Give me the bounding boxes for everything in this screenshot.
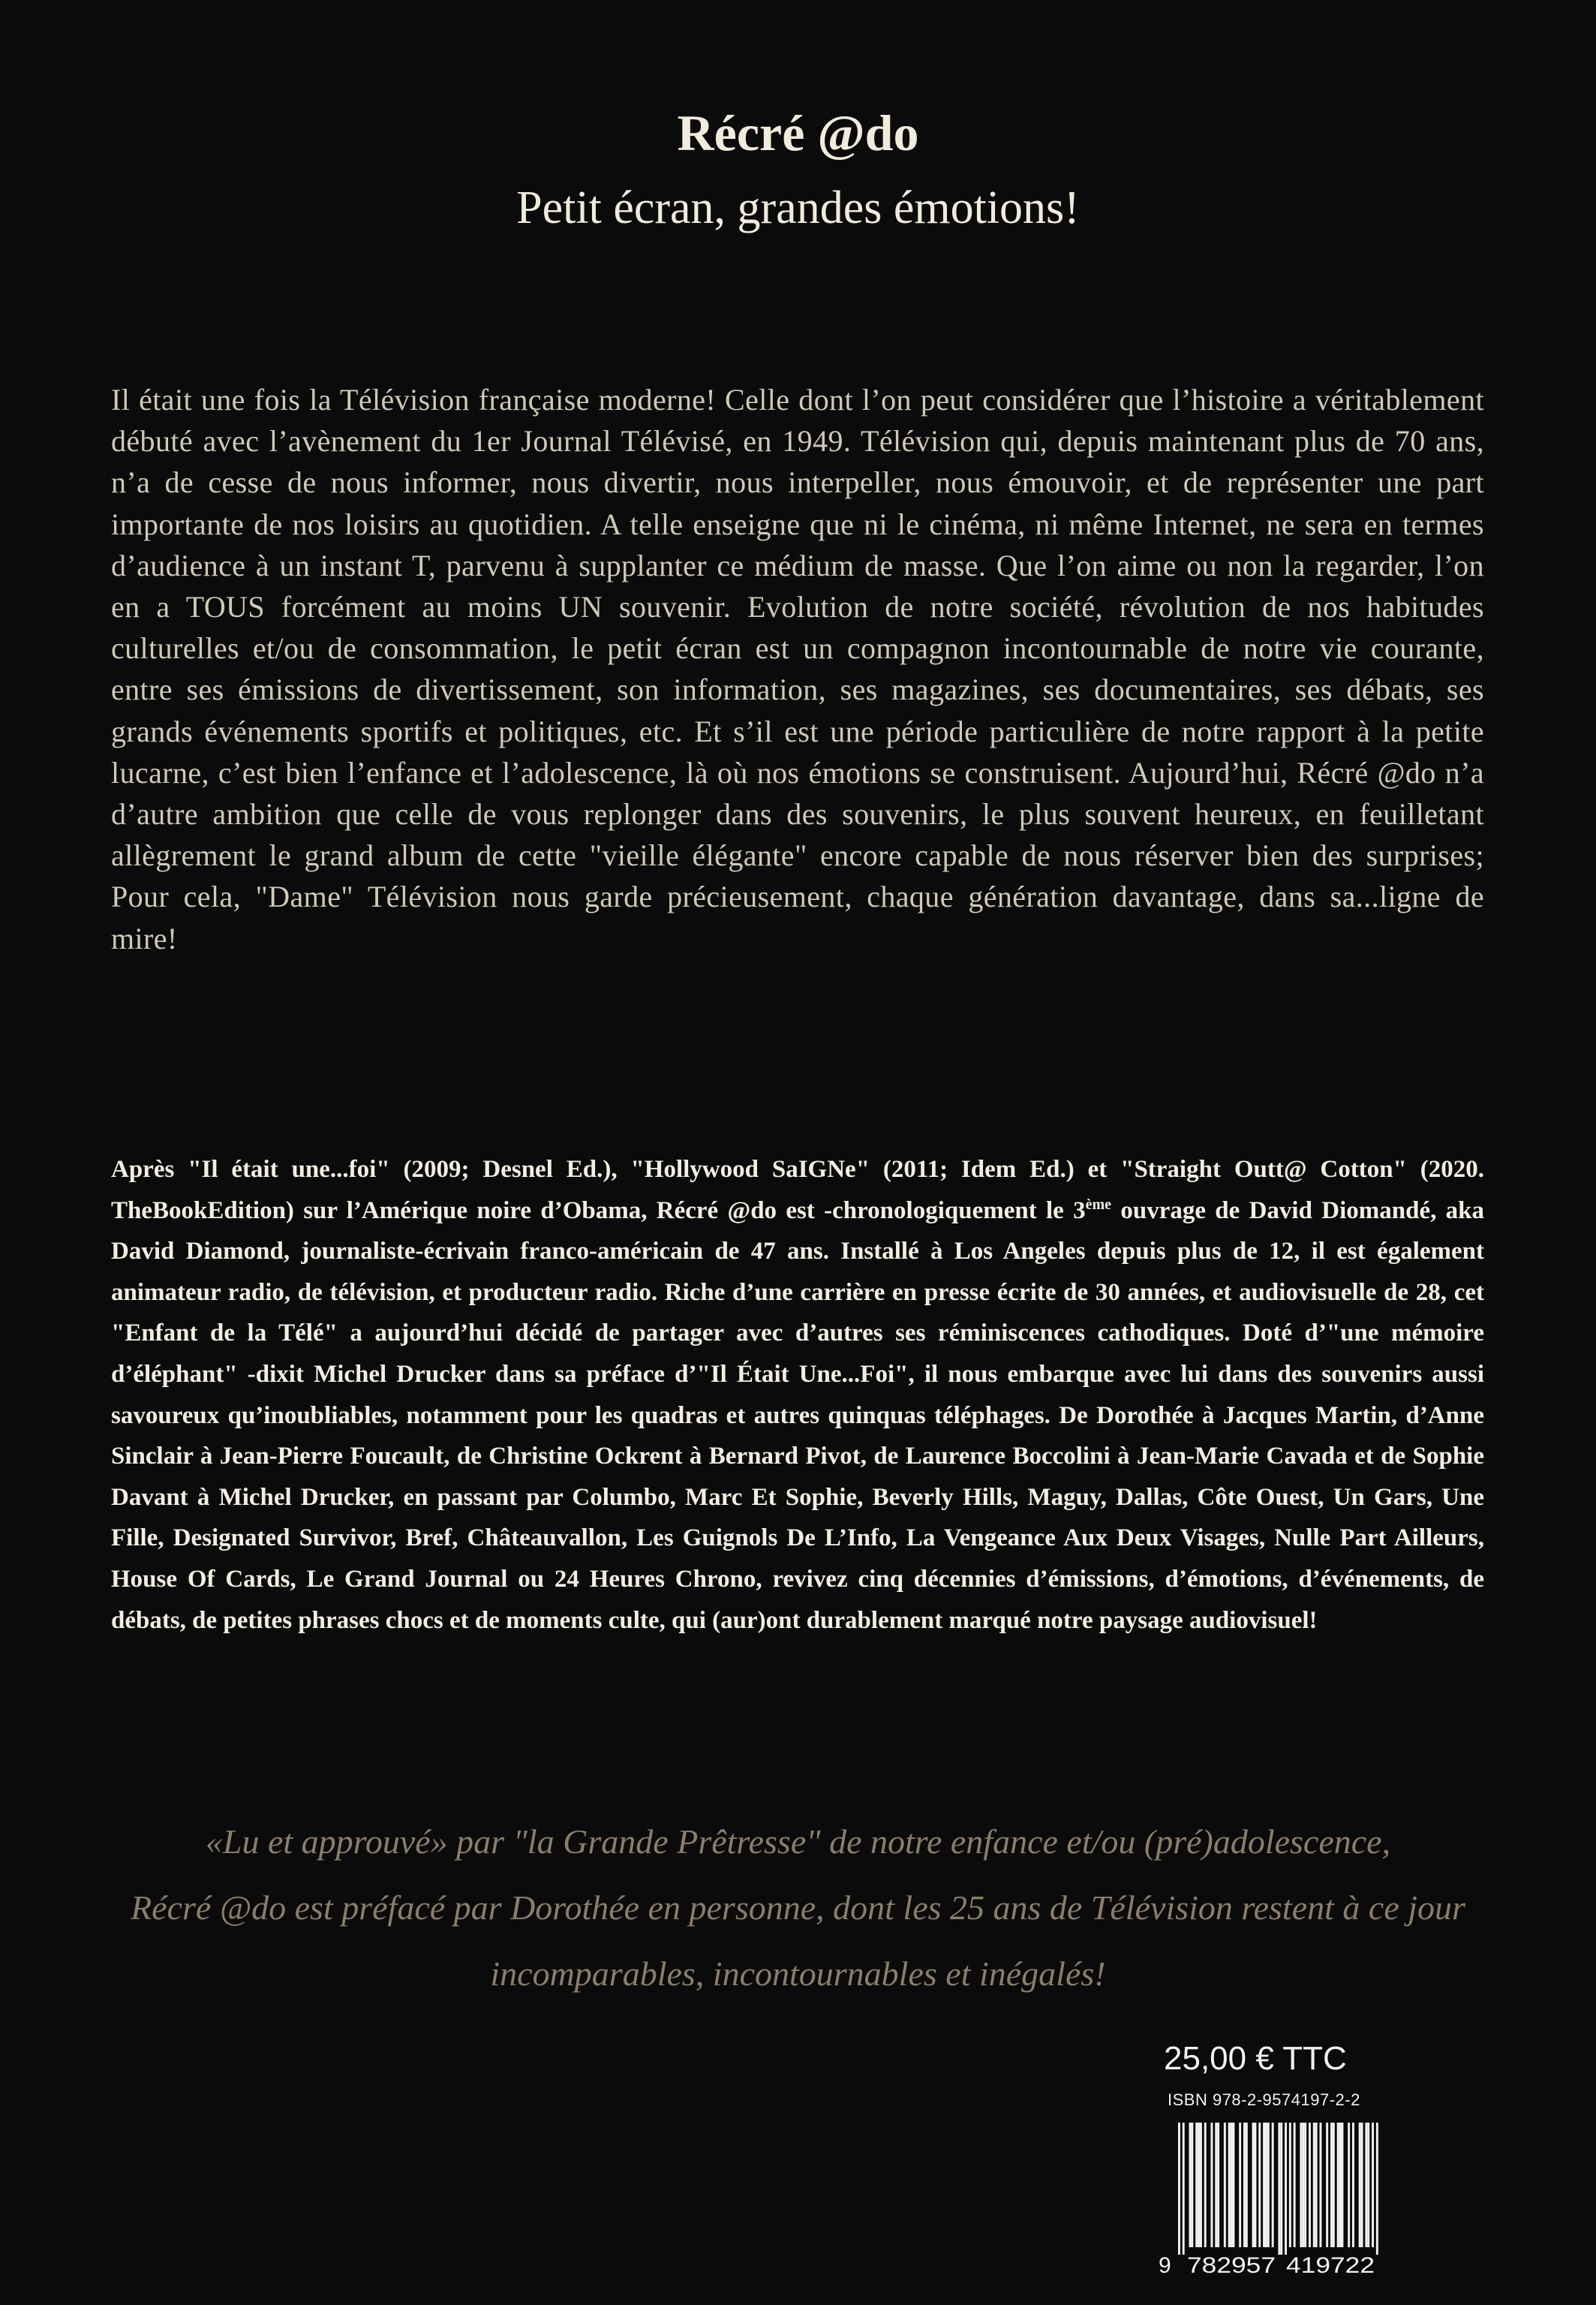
book-title: Récré @do [677,104,919,161]
barcode-bar [1246,2123,1248,2247]
barcode-bar [1330,2123,1333,2247]
barcode-bar [1267,2123,1270,2247]
barcode-bar [1278,2123,1280,2255]
barcode-bar [1376,2123,1378,2255]
barcode-bar [1289,2123,1291,2247]
barcode-bar [1309,2123,1311,2247]
barcode-bar [1294,2123,1296,2247]
barcode-left-digits: 782957 [1187,2253,1276,2278]
preface-quote [113,1809,1483,2007]
intro-paragraph: Il était une fois la Télévision française moderne! Celle dont l’on peut considérer que l’histoire a véritablement débuté avec l’avènement du 1er Journal Télévisé, en 1949. Télévision qui, depuis maintenant plus de 70 ans, n’a de cesse de nous informer, nous divertir, nous interpeller, nous émouvoir, et de représenter une part importante de nos loisirs au quotidien. A telle enseigne que ni le cinéma, ni même Internet, ne sera en termes d’audience à un instant T, parvenu à supplanter ce médium de masse. Que l’on aime ou non la regarder, l’on en a TOUS forcément au moins UN souvenir. Evolution de notre société, révolution de nos habitudes culturelles et/ou de consommation, le petit écran est un compagnon incontournable de notre vie courante, entre ses émissions de divertissement, son information, ses magazines, ses documentaires, ses débats, ses grands événements sportifs et politiques, etc. Et s’il est une période particulière de notre rapport à la petite lucarne, c’est bien l’enfance et l’adolescence, là où nos émotions se construisent. Aujourd’hui, Récré @do n’a d’autre ambition que celle de vous replonger dans des souvenirs, le plus souvent heureux, en feuilletant allègrement le grand album de cette "vieille élégante" encore capable de nous réserver bien des surprises; Pour cela, "Dame" Télévision nous garde précieusement, chaque génération davantage, dans sa...ligne de mire! [111,383,1484,955]
barcode-bar [1313,2123,1315,2247]
barcode-bar [1361,2123,1363,2247]
barcode-bar [1342,2123,1344,2247]
barcode-lead-digit: 9 [1159,2253,1171,2278]
barcode-bar [1352,2123,1354,2247]
barcode-bar [1215,2123,1217,2247]
barcode-bar [1333,2123,1335,2247]
book-subtitle: Petit écran, grandes émotions! [516,182,1080,233]
barcode-bar [1228,2123,1231,2247]
barcode-bar [1367,2123,1369,2247]
barcode-bar [1320,2123,1322,2247]
barcode-bar [1285,2123,1287,2255]
barcode-bar [1300,2123,1302,2247]
barcode-bar [1178,2123,1180,2255]
barcode-bar [1315,2123,1318,2247]
quote-line-3: incomparables, incontournables et inégalés! [490,1954,1106,1993]
barcode-bar [1365,2123,1367,2247]
barcode-bar [1224,2123,1226,2247]
barcode-bar [1263,2123,1265,2247]
barcode-bar [1189,2123,1192,2247]
barcode-bar [1191,2123,1193,2247]
barcode-bar [1339,2123,1342,2247]
author-bio-part2: ouvrage de David Diomandé, aka David Diamond, journaliste-écrivain franco-américain de 47 ans. Installé à Los Angeles depuis plus de 12, il est également animateur radio, de télévision, et producteur radio. Riche d’une carrière en presse écrite de 30 années, et audiovisuelle de 28, cet "Enfant de la Télé" a aujourd’hui décidé de partager avec d’autres ses réminiscences cathodiques. Doté d’"une mémoire d’éléphant" -dixit Michel Drucker dans sa préface d’"Il Était Une...Foi", il nous embarque avec lui dans des souvenirs aussi savoureux qu’inoubliables, notamment pour les quadras et autres quinquas téléphages. De Dorothée à Jacques Martin, d’Anne Sinclair à Jean-Pierre Foucault, de Christine Ockrent à Bernard Pivot, de Laurence Boccolini à Jean-Marie Cavada et de Sophie Davant à Michel Drucker, en passant par Columbo, Marc Et Sophie, Beverly Hills, Maguy, Dallas, Côte Ouest, Un Gars, Une Fille, Designated Survivor, Bref, Châteauvallon, Les Guignols De L’Info, La Vengeance Aux Deux Visages, Nulle Part Ailleurs, House Of Cards, Le Grand Journal ou 24 Heures Chrono, revivez cinq décennies d’émissions, d’émotions, d’événements, de débats, de petites phrases chocs et de moments culte, qui (aur)ont durablement marqué notre paysage audiovisuel! [111,1196,1485,1634]
barcode-bar [1302,2123,1304,2247]
price-label: 25,00 € TTC [1164,2040,1347,2077]
barcode-bar [1195,2123,1198,2247]
barcode-bar [1217,2123,1219,2247]
barcode-right-digits: 419722 [1286,2253,1375,2278]
barcode-bar [1211,2123,1213,2247]
barcode-bar [1348,2123,1350,2247]
barcode-bar [1204,2123,1207,2247]
barcode-bar [1265,2123,1267,2247]
isbn-label: ISBN 978-2-9574197-2-2 [1168,2090,1360,2109]
barcode-bar [1183,2123,1185,2255]
quote-line-2: Récré @do est préfacé par Dorothée en personne, dont les 25 ans de Télévision restent à ce jour [131,1888,1465,1927]
barcode-bar [1280,2123,1282,2255]
barcode-bar [1372,2123,1374,2247]
barcode-bar [1252,2123,1255,2247]
barcode-bar [1239,2123,1241,2247]
barcode-bar [1198,2123,1200,2247]
quote-line-1: «Lu et approuvé» par "la Grande Prêtresse" de notre enfance et/ou (pré)adolescence, [205,1822,1391,1861]
barcode-bar [1255,2123,1257,2247]
barcode-bar [1326,2123,1328,2247]
barcode-bar [1258,2123,1261,2247]
author-bio-part1: Après "Il était une...foi" (2009; Desnel Ed.), "Hollywood SaIGNe" (2011; Idem Ed.) et "Straight Outt@ Cotton" (2020. TheBookEdition) sur l’Amérique noire d’Obama, Récré @do est -chronologiquement le 3 [111,1156,1484,1224]
barcode [1157,2123,1396,2279]
author-bio-superscript: ème [1085,1196,1112,1213]
barcode-bar [1233,2123,1235,2247]
barcode-bar [1200,2123,1202,2247]
author-bio-paragraph [111,1149,1484,1641]
barcode-bar [1337,2123,1339,2247]
barcode-bar [1272,2123,1274,2247]
barcode-bar [1243,2123,1246,2247]
barcode-bar [1304,2123,1306,2247]
barcode-bar [1231,2123,1233,2247]
barcode-bar [1359,2123,1361,2247]
